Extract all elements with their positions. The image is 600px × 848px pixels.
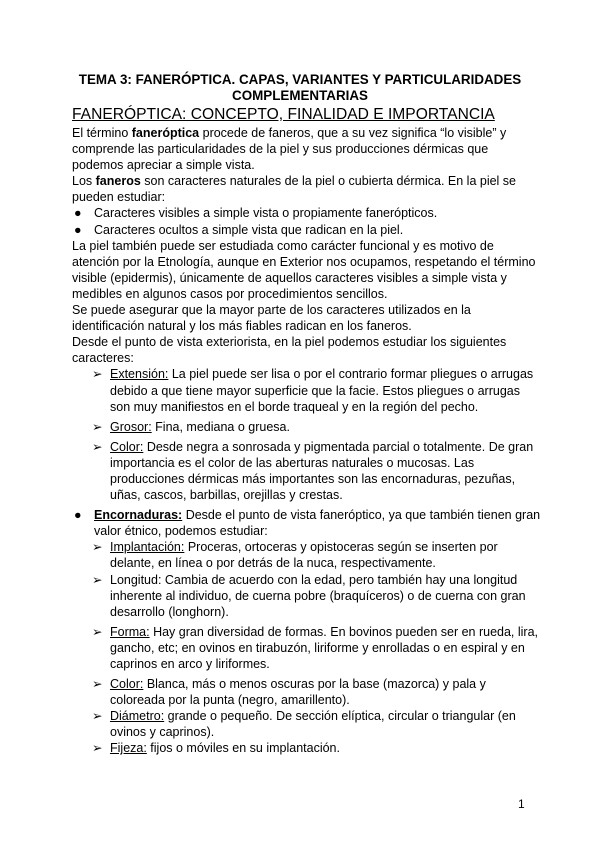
paragraph-faneroptica: El término faneróptica procede de faneros, que a su vez significa “lo visible” y comprende las particularidades de la piel y sus producciones dérmicas que podemos apreciar a simple vista. [72, 126, 507, 173]
paragraph-identificacion: Se puede asegurar que la mayor parte de los caracteres utilizados en la identificación natural y los más fiables radican en los faneros. [72, 303, 471, 334]
section-heading: FANERÓPTICA: CONCEPTO, FINALIDAD E IMPORTANCIA [72, 106, 495, 123]
list-item-fijeza: ➢ Fijeza: fijos o móviles en su implantación. [92, 741, 340, 756]
list-item-diametro: ➢ Diámetro: grande o pequeño. De sección elíptica, circular o triangular (en ovinos y caprinos). [92, 709, 516, 740]
title-line-2: COMPLEMENTARIAS [232, 88, 368, 103]
bullet-item-encornaduras: ● Encornaduras: Desde el punto de vista faneróptico, ya que también tienen gran valor étnico, podemos estudiar: [74, 508, 541, 539]
document-body [72, 125, 542, 757]
list-item-extension: ➢ Extensión: La piel puede ser lisa o por el contrario formar pliegues o arrugas debido a que tiene mayor superficie que la facie. Estos pliegues o arrugas son muy manifiestos en el borde traqueal y en la región del pecho. [92, 367, 534, 414]
list-item-color-piel: ➢ Color: Desde negra a sonrosada y pigmentada parcial o totalmente. De gran importancia es el color de las aberturas naturales o mucosas. Las producciones dérmicas más importantes son las encornaduras, pezuñas, uñas, cascos, barbillas, orejillas y crestas. [92, 439, 534, 503]
arrow-icon: ➢ [92, 439, 103, 454]
bullet-icon: ● [74, 222, 82, 237]
bullet-icon: ● [74, 206, 82, 221]
list-item-grosor: ➢ Grosor: Fina, mediana o gruesa. [92, 419, 290, 434]
list-item-longitud: ➢ Longitud: Cambia de acuerdo con la edad, pero también hay una longitud inherente al individuo, de cuerna pobre (braquíceros) o de cuerna con gran desarrollo (longhorn). [92, 572, 526, 619]
bullet-item: ● Caracteres visibles a simple vista o propiamente fanerópticos. [74, 206, 438, 221]
paragraph-piel: La piel también puede ser estudiada como carácter funcional y es motivo de atención por la Etnología, aunque en Exterior nos ocupamos, respetando el término visible (epidermis), únicamente de aquellos caracteres visibles a simple vista y medibles en algunos casos por procedimientos sencillos. [72, 238, 536, 301]
list-item-color-cuerna: ➢ Color: Blanca, más o menos oscuras por la base (mazorca) y pala y coloreada por la punta (negro, amarillento). [92, 677, 486, 708]
arrow-icon: ➢ [92, 624, 103, 639]
list-item-forma: ➢ Forma: Hay gran diversidad de formas. En bovinos pueden ser en rueda, lira, gancho, etc; en ovinos en tirabuzón, liriforme y enrolladas o en espiral y en caprinos en arco y liriformes. [92, 624, 539, 671]
title-line-1: TEMA 3: FANERÓPTICA. CAPAS, VARIANTES Y PARTICULARIDADES [78, 72, 522, 87]
arrow-icon: ➢ [92, 367, 103, 382]
bullet-item: ● Caracteres ocultos a simple vista que radican en la piel. [74, 222, 404, 237]
bullet-icon: ● [74, 508, 82, 523]
paragraph-exteriorista: Desde el punto de vista exteriorista, en la piel podemos estudiar los siguientes caracteres: [72, 335, 507, 366]
arrow-icon: ➢ [92, 709, 103, 724]
arrow-icon: ➢ [92, 572, 103, 587]
arrow-icon: ➢ [92, 419, 103, 434]
paragraph-faneros: Los faneros son caracteres naturales de la piel o cubierta dérmica. En la piel se pueden estudiar: [72, 174, 516, 205]
list-item-implantacion: ➢ Implantación: Proceras, ortoceras y opistoceras según se inserten por delante, en línea o por detrás de la nuca, respectivamente. [92, 540, 498, 571]
document-title [60, 72, 540, 104]
arrow-icon: ➢ [92, 741, 103, 756]
arrow-icon: ➢ [92, 677, 103, 692]
arrow-icon: ➢ [92, 540, 103, 555]
page-number: 1 [518, 797, 525, 811]
